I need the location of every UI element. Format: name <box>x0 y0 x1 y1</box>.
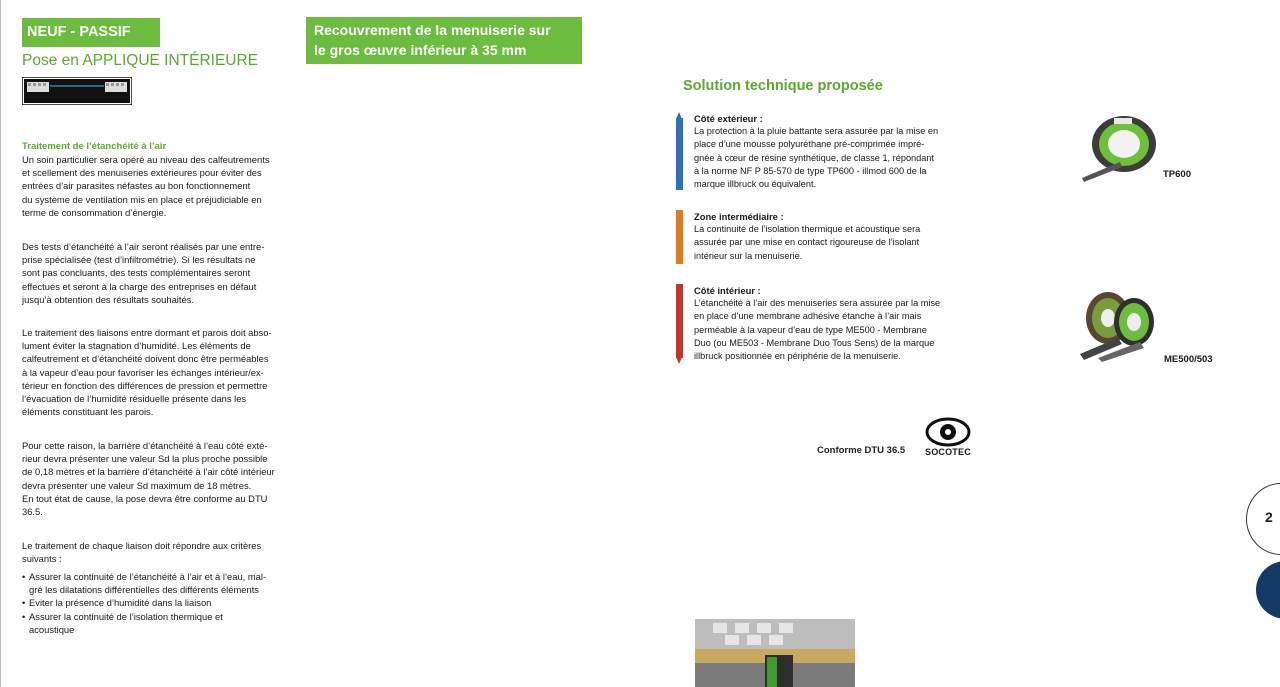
text-line: La continuité de l’isolation thermique et acoustique sera <box>694 224 921 235</box>
text-line: • Eviter la présence d’humidité dans la liaison <box>29 597 212 609</box>
text-line: gnée à cœur de résine synthétique, de classe 1, répondant <box>694 152 935 163</box>
paragraph-3 <box>22 326 300 418</box>
text-line: suivants : <box>22 553 62 565</box>
text-line: Des tests d’étanchéité à l’air seront réalisés par une entre- <box>22 241 265 252</box>
text-line: gré les dilatations différentielles des différents éléments <box>29 584 259 596</box>
text-line: sont pas concluants, des tests complémentaires seront <box>22 267 251 279</box>
text-line: terme de consommation d’énergie. <box>22 206 167 218</box>
exterior-block <box>694 112 976 191</box>
text-line: et scellement des menuiseries extérieures pour éviter des <box>22 167 262 179</box>
exterior-arrow-icon <box>676 112 683 190</box>
text-line: éléments constituant les parois. <box>22 406 154 418</box>
text-line: illbruck positionnée en périphérie de la menuiserie. <box>694 351 901 362</box>
section-header-green <box>306 17 582 64</box>
text-line: Le traitement des liaisons entre dormant et parois doit abso- <box>22 327 272 338</box>
navigation-tab[interactable] <box>1256 561 1280 619</box>
text-line: en place d’une membrane adhésive étanche à l’air mais <box>694 311 922 322</box>
text-line: acoustique <box>29 623 75 635</box>
text-line: lument éviter la stagnation d’humidité. Les éléments de <box>22 340 251 352</box>
paragraph-1 <box>22 153 300 219</box>
text-line: entrées d’air parasites néfastes au bon fonctionnement <box>22 180 251 192</box>
text-line: En tout état de cause, la pose devra être conforme au DTU <box>22 492 268 504</box>
me500-roll-image <box>1078 286 1160 362</box>
paragraph-5 <box>22 539 300 565</box>
text-line: L’étanchéité à l’air des menuiseries sera assurée par la mise <box>694 298 941 309</box>
list-item <box>22 610 300 636</box>
category-badge: NEUF - PASSIF <box>22 18 160 47</box>
airtightness-title: Traitement de l’étanchéité à l’air <box>22 141 167 152</box>
text-line: prise spécialisée (test d’infiltrométrie). Si les résultats ne <box>22 254 256 266</box>
intermediate-color-bar <box>676 210 683 264</box>
paragraph-4 <box>22 439 300 518</box>
block-title: Côté extérieur : <box>694 113 763 124</box>
text-line: marque illbruck ou équivalent. <box>694 179 817 190</box>
text-line: rieur devra présenter une valeur Sd la plus proche possible <box>22 453 268 465</box>
text-line: intérieur sur la menuiserie. <box>694 250 803 261</box>
dtu-conformity: Conforme DTU 36.5 <box>817 445 906 456</box>
criteria-list <box>22 570 300 636</box>
text-line: devra présenter une valeur Sd maximum de 18 mètres. <box>22 479 252 491</box>
text-line: place d’une mousse polyuréthane pré-comprimée impré- <box>694 139 925 150</box>
text-line: calfeutrement et d’étanchéité doivent donc être perméables <box>22 353 269 365</box>
text-line: l’évacuation de l’humidité résiduelle présente dans les <box>22 393 247 405</box>
tp600-label: TP600 <box>1163 169 1191 180</box>
paragraph-2 <box>22 240 300 306</box>
pose-subtitle: Pose en APPLIQUE INTÉRIEURE <box>22 52 259 69</box>
intermediate-block <box>694 210 976 263</box>
list-item <box>22 570 300 596</box>
text-line: térieur en fonction des différences de pression et permettre <box>22 379 268 391</box>
interior-arrow-icon <box>676 284 683 364</box>
text-line: 36.5. <box>22 506 43 518</box>
text-line: Duo (ou ME503 - Membrane Duo Tous Sens) de la marque <box>694 337 935 348</box>
text-line: à la norme NF P 85-570 de type TP600 - illmod 600 de la <box>694 165 927 176</box>
text-line: • Assurer la continuité de l’isolation thermique et <box>29 610 223 622</box>
pose-diagram-icon <box>22 77 132 105</box>
page-number-tab[interactable] <box>1246 483 1280 555</box>
interior-block <box>694 284 976 363</box>
tp600-roll-image <box>1078 112 1160 184</box>
text-line: Pour cette raison, la barrière d’étanchéité à l’eau côté exté- <box>22 440 268 451</box>
socotec-text: SOCOTEC <box>925 447 971 457</box>
text-line: de 0,18 mètres et la barrière d’étanchéité à l’air côté intérieur <box>22 466 275 478</box>
page-number: 2 <box>1265 509 1273 525</box>
text-line: jusqu’à obtention des résultats souhaités. <box>22 293 194 305</box>
header-line-2: le gros œuvre inférieur à 35 mm <box>314 42 527 58</box>
text-line: effectués et seront à la charge des entreprises en défaut <box>22 280 257 292</box>
text-line: Le traitement de chaque liaison doit répondre aux critères <box>22 540 262 551</box>
block-title: Zone intermédiaire : <box>694 211 784 222</box>
list-item <box>22 596 300 609</box>
block-title: Côté intérieur : <box>694 285 761 296</box>
text-line: à la vapeur d’eau pour favoriser les échanges intérieur/ex- <box>22 366 264 378</box>
text-line: • Assurer la continuité de l’étanchéité à l’air et à l’eau, mal- <box>29 571 267 582</box>
text-line: du système de ventilation mis en place et préjudiciable en <box>22 193 262 205</box>
me500-label: ME500/503 <box>1164 354 1213 365</box>
page-left-border <box>0 0 1 687</box>
solution-title: Solution technique proposée <box>683 78 883 94</box>
text-line: assurée par une mise en contact rigoureuse de l’isolant <box>694 237 920 248</box>
header-line-1: Recouvrement de la menuiserie sur <box>314 22 551 38</box>
text-line: perméable à la vapeur d’eau de type ME500 - Membrane <box>694 324 927 335</box>
text-line: La protection à la pluie battante sera assurée par la mise en <box>694 126 939 137</box>
construction-detail-image <box>695 619 855 687</box>
text-line: Un soin particulier sera opéré au niveau des calfeutrements <box>22 154 270 165</box>
